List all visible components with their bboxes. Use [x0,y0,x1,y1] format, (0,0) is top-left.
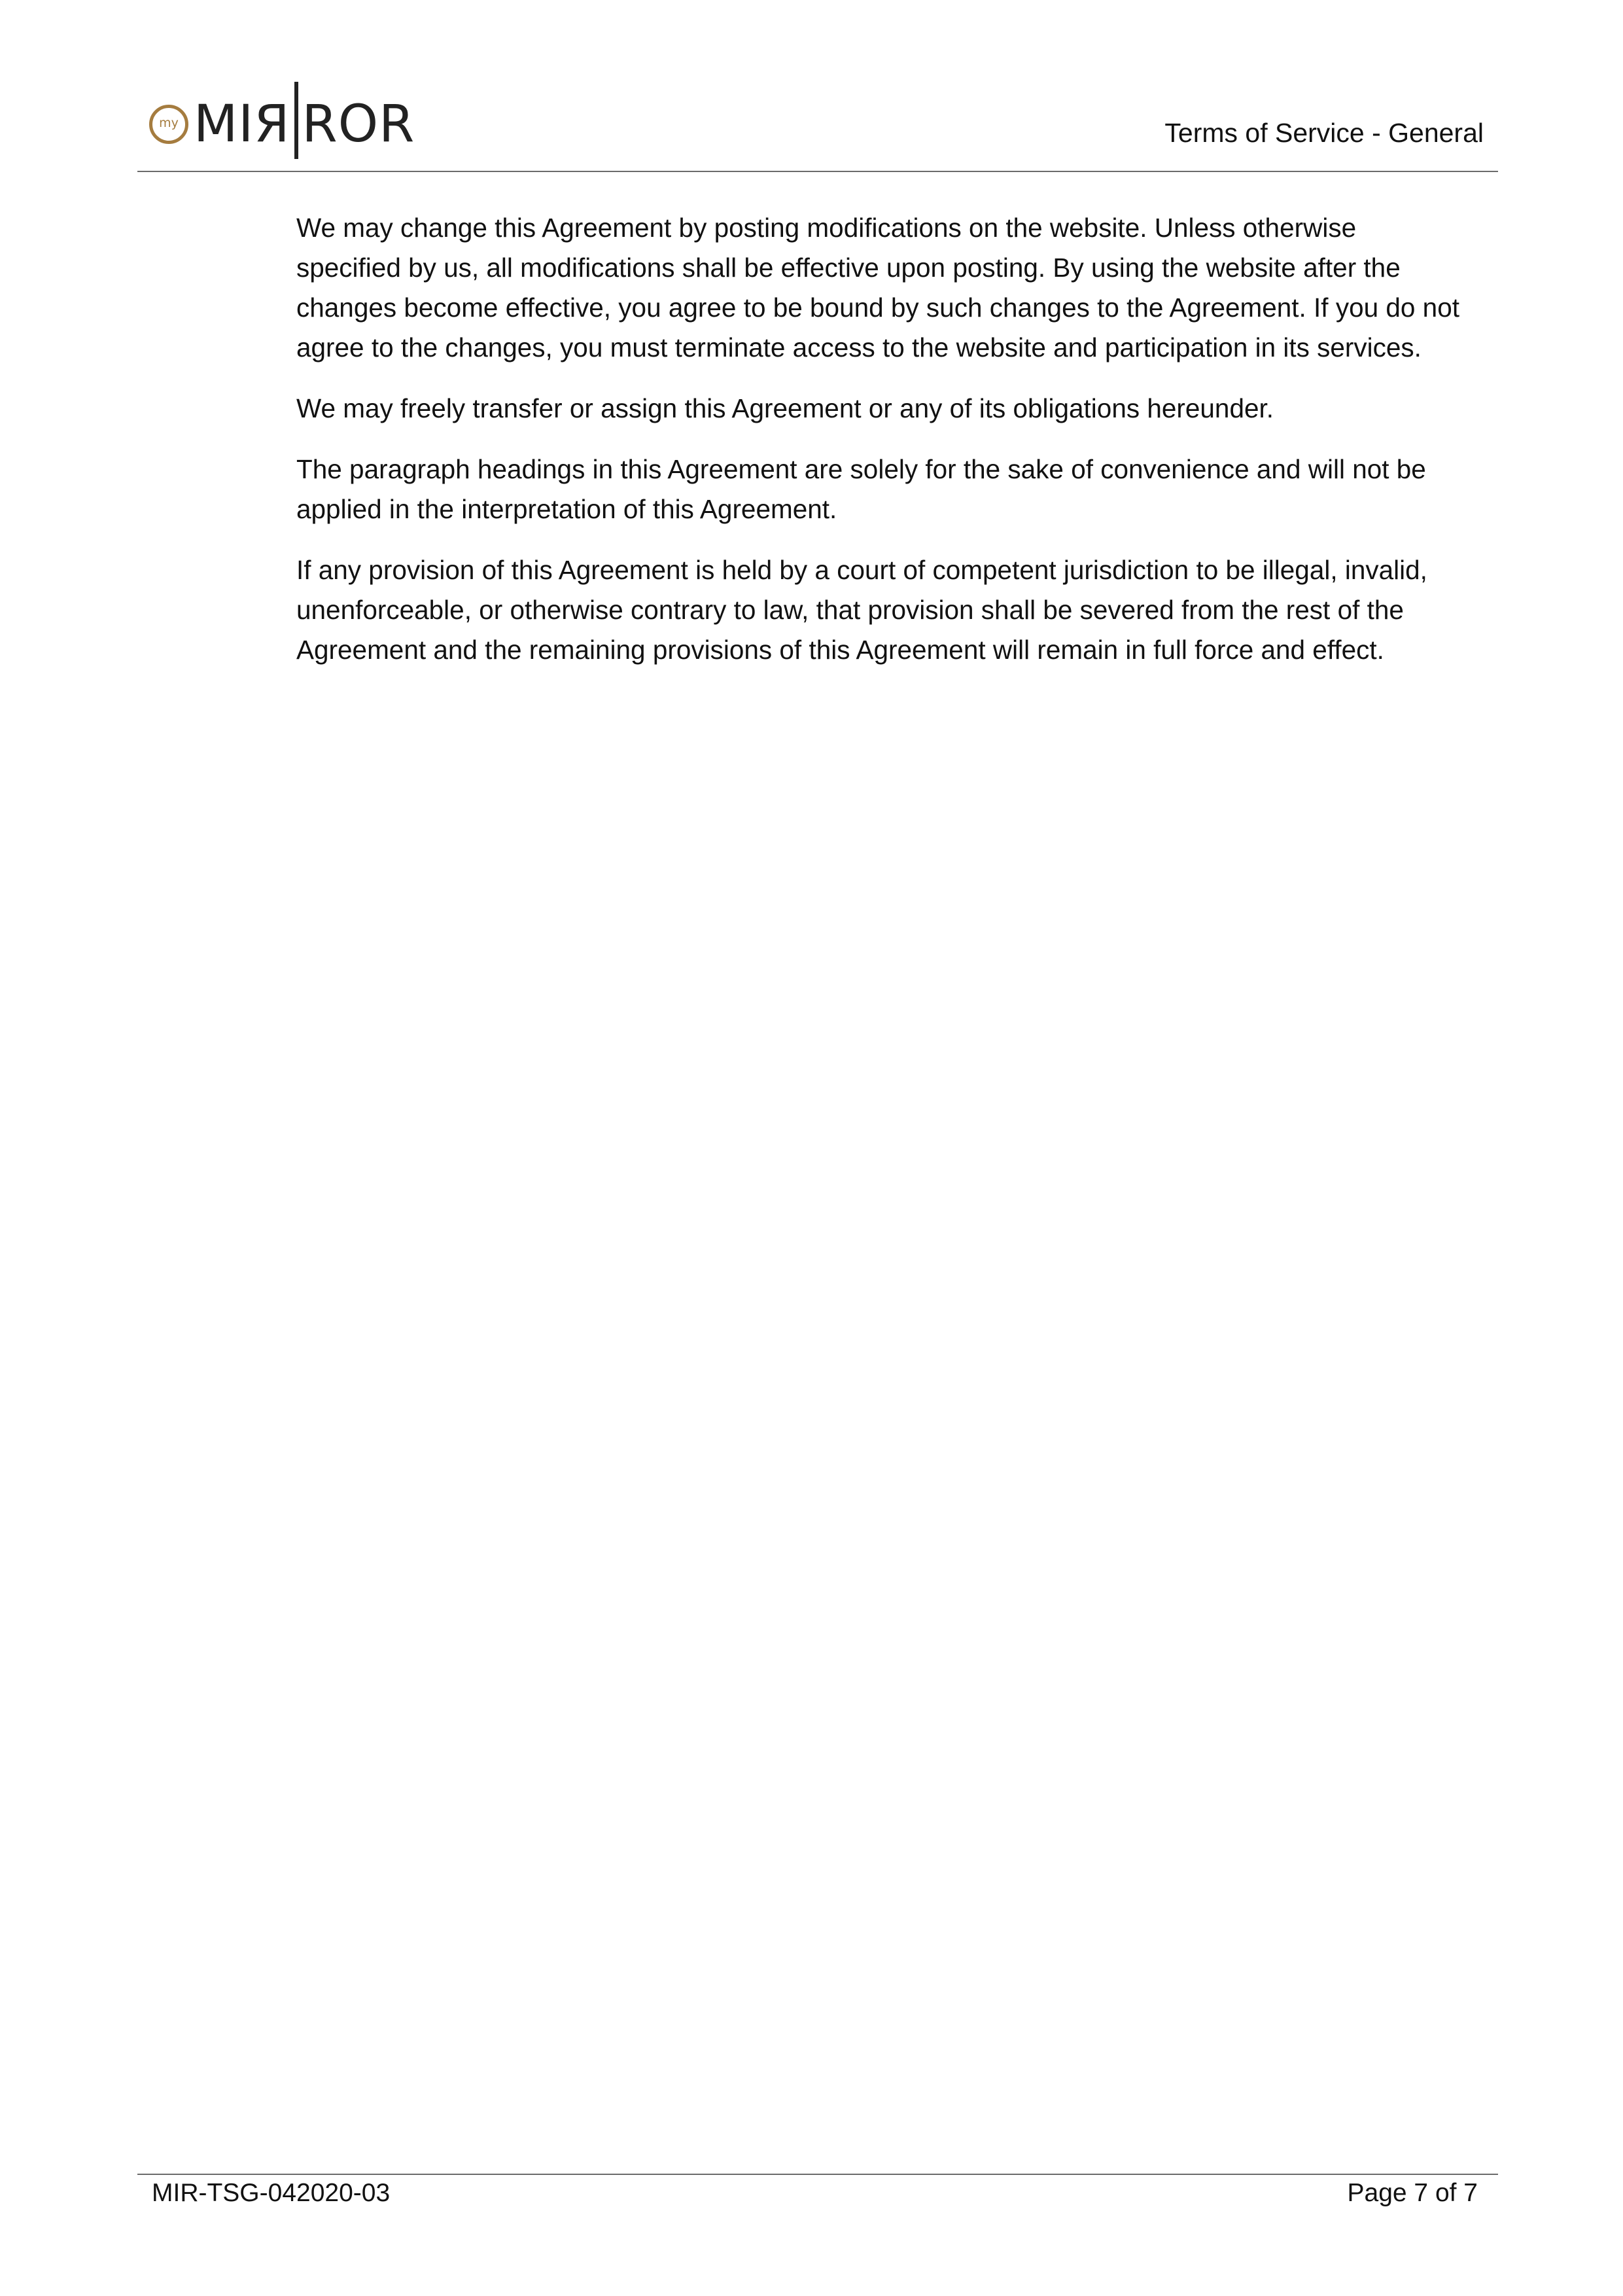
logo-word-left: MIЯ [194,95,290,154]
paragraph-severability: If any provision of this Agreement is held by a court of competent jurisdiction to be illegal, invalid, unenforceable, or otherwise contrary to law, that provision shall be severed from the rest of the Agreement and the remaining provisions of this Agreement will remain in full force and effect. [296,555,1427,665]
paragraph-transfer: We may freely transfer or assign this Agreement or any of its obligations hereunder. [296,393,1274,423]
page-header [137,79,1498,170]
paragraph-modifications: We may change this Agreement by posting modifications on the website. Unless otherwise specified by us, all modifications shall be effective upon posting. By using the website after the changes become effective, you agree to be bound by such changes to the Agreement. If you do not agree to the changes, you must terminate access to the website and participation in its services. [296,213,1459,362]
paragraph-headings: The paragraph headings in this Agreement are solely for the sake of convenience and will not be applied in the interpretation of this Agreement. [296,454,1426,524]
logo-circle-icon [149,105,188,144]
mymirror-logo [149,85,415,164]
logo-divider-bar [294,82,298,159]
document-id: MIR-TSG-042020-03 [152,2179,391,2207]
header-divider [137,171,1498,172]
document-body [296,208,1467,691]
page-number: Page 7 of 7 [1347,2179,1478,2207]
logo-word-right: ROR [302,95,415,154]
logo-prefix: my [159,116,179,130]
footer-divider [137,2174,1498,2175]
document-title: Terms of Service - General [1164,118,1484,148]
